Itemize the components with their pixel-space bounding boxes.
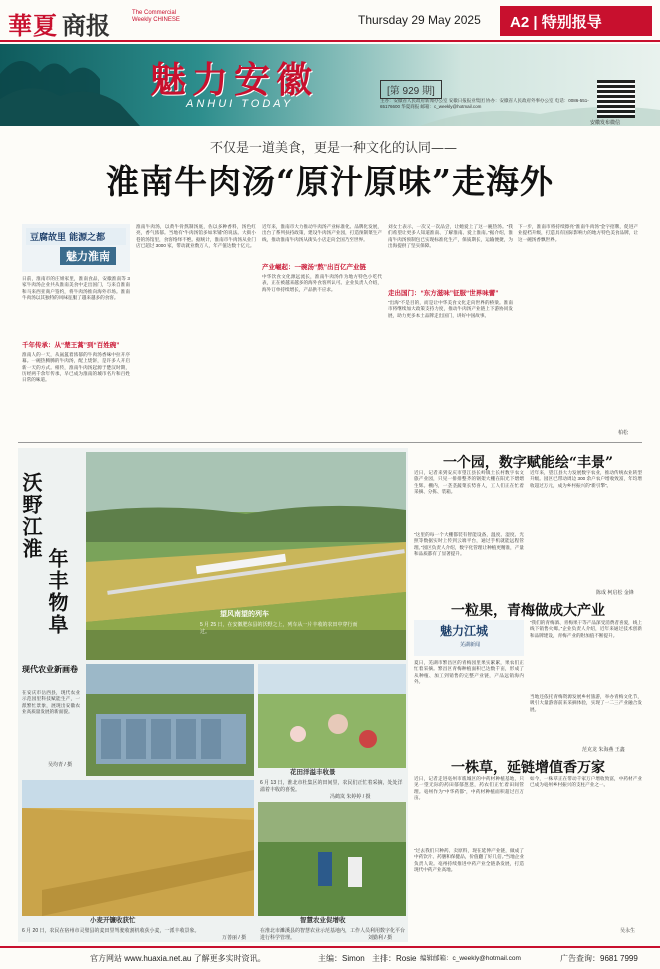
article4-box-sub: 芜湖新闻 bbox=[460, 642, 481, 648]
article5-text1: 近日，记者走进亳州市谯城区的中药材种植基地，只见一望无际的药田郁郁葱葱，药农们正忙着田间管理。亳州作为“中华药都”，中药材种植面积超过百万亩。 bbox=[414, 776, 524, 800]
article3-text1: 近日，记者来到安庆市望江县长岭镇土长村数字农文旅产业园，只见一排排整齐的钢架大棚在阳光下熠熠生辉。棚内，一垄垄蔬菜长势喜人，工人们正在忙着采摘、分拣、装箱。 bbox=[414, 470, 524, 494]
article4-box-title: 魅力江城 bbox=[440, 624, 489, 638]
article5-text2: “过去我们只种药、卖原料，现在延伸产业链，做成了中药饮片、药膳和保健品，价值翻了好几倍。”当地企业负责人说。亳州持续推进中药产业全链条发展，打造现代中药产业高地。 bbox=[414, 848, 524, 872]
train-photo-caption: 5 月 25 日，在安徽肥东县的沃野之上，列车从一片丰收的农田中穿行而过。 bbox=[200, 622, 358, 635]
mountain-landscape-icon bbox=[0, 44, 660, 126]
side-title: 现代农业新画卷 bbox=[22, 665, 78, 674]
article5-byline: 吴永生 bbox=[620, 928, 636, 934]
smart-agri-photo[interactable] bbox=[258, 802, 406, 916]
article4-text3: 当地还依托青梅资源发展乡村旅游，举办青梅文化节，吸引大量游客前来采摘体验，实现了一二三产业融合发展。 bbox=[530, 694, 642, 712]
article1-subhead3: 产业崛起：一碗汤“熬”出百亿产业链 bbox=[262, 264, 366, 271]
newspaper-logo-2: 商报 bbox=[62, 11, 110, 40]
gallery-title-2: 年丰物阜 bbox=[45, 548, 69, 636]
article1-col1b: 淮南人的一天，从氤氲着浓郁的牛肉汤香味中拉开序幕。一碗热腾腾的牛肉汤，配上烧饼，是许多人开启新一天的方式。相传，淮南牛肉汤起源于楚汉时期，历经两千余年传承，早已成为淮南的城市名片和百姓日常的味道。 bbox=[22, 352, 130, 383]
smart-photo-title: 智慧农业促增收 bbox=[300, 917, 346, 924]
flower-photo-title: 花田洋溢丰收景 bbox=[290, 769, 336, 776]
smart-photo-caption: 在淮北市濉溪县的智慧农业示范基地内，工作人员利用数字化平台进行科学管理。 bbox=[260, 928, 406, 941]
article4-text2: “我们的青梅酒、青梅果干等产品深受消费者喜爱，线上线下销售火爆。”企业负责人介绍，近年来通过技术创新和品牌建设，青梅产业的附加值不断提升。 bbox=[530, 620, 642, 638]
article4-byline: 范克龙 朱海燕 王鑫 bbox=[582, 747, 625, 753]
qr-caption: 安徽发布微信 bbox=[590, 120, 621, 126]
wheat-photo[interactable] bbox=[22, 780, 254, 916]
banner bbox=[0, 44, 660, 126]
smart-photo-byline: 刘勤利 / 摄 bbox=[368, 935, 393, 941]
headline-kicker: 不仅是一道美食，更是一种文化的认同—— bbox=[210, 141, 458, 156]
article1-col2: 淮南牛肉汤，以黄牛骨熬制汤底，佐以多种香料，汤色红亮，香气浓郁。当地有“牛肉汤馆多如米铺”的说法。大街小巷的汤馆里，食客络绎不绝。据统计，淮南市牛肉汤从业门店已超过 3000 家，带动就业数万人，年产值达数十亿元。 bbox=[136, 224, 256, 248]
article1-col1: 日前，淮南市的庄姐家里，淮南食品，安徽淮南等 3 家牛肉汤企业共从淮南美食中走出国门，与来自淮南和马来西亚商户签约，将牛肉汤推向海外市场。淮南牛肉汤以其独特的风味征服了越来越多的食客。 bbox=[22, 276, 130, 300]
flower-photo-byline: 冯鹤岚 朱婷婷 / 摄 bbox=[330, 794, 371, 800]
city-box-sub: 魅力淮南 bbox=[60, 247, 116, 265]
wheat-photo-byline: 万善丽 / 摄 bbox=[222, 935, 247, 941]
article1-col5: “出海”不是目的，而是让中华美食文化走向世界的桥梁。淮南市将继续加大政策支持力度，推动牛肉汤产业链上下游协同发展，助力更多本土品牌走出国门，讲好中国故事。 bbox=[388, 300, 513, 318]
article1-subhead1: 千年传承：从“楚王蒿”到“百姓碗” bbox=[22, 342, 120, 349]
article1-col6: 下一步，淮南市将持续擦亮“淮南牛肉汤”金字招牌，促进产业提档升级，打造具有国际影响力的地方特色美食品牌，让这一碗汤香飘世界。 bbox=[518, 224, 638, 242]
banner-title: 魅力安徽 bbox=[150, 59, 319, 101]
wheat-photo-title: 小麦开镰收获忙 bbox=[90, 917, 136, 924]
main-headline: 淮南牛肉汤“原汁原味”走海外 bbox=[106, 162, 554, 201]
greenhouse-image-icon bbox=[86, 664, 254, 776]
side-byline: 吴均青 / 摄 bbox=[48, 762, 73, 768]
article1-col3b: 中华饮食文化源远流长，淮南牛肉汤作为地方特色小吃代表，正在被越来越多的海外食客所认可。企业负责人介绍，海外订单持续增长，产品供不应求。 bbox=[262, 274, 382, 292]
flower-field-image-icon bbox=[258, 664, 406, 768]
footer bbox=[0, 946, 660, 969]
article3-byline: 陈成 柯启松 金锋 bbox=[596, 590, 634, 596]
article4-text1: 夏日，芜湖市繁昌区的青梅园里果实累累，果农们正忙着采摘。繁昌区青梅种植面积已达数千亩，形成了从种植、加工到销售的完整产业链，产品远销海内外。 bbox=[414, 660, 524, 684]
article4-title: 一粒果，青梅做成大产业 bbox=[451, 603, 605, 619]
qr-code-icon[interactable] bbox=[597, 80, 635, 118]
flower-photo-caption: 6 月 13 日，淮北市杜集区的田间里，农民们正忙着采摘，处处洋溢着丰收的喜悦。 bbox=[260, 780, 403, 793]
smart-agriculture-image-icon bbox=[258, 802, 406, 916]
article1-subhead4: 走出国门：“东方滋味”征服“世界味蕾” bbox=[388, 290, 499, 297]
gallery-title-1: 沃野江淮 bbox=[19, 472, 43, 560]
article3-title: 一个园，数字赋能绘“丰景” bbox=[442, 455, 614, 471]
wheat-field-image-icon bbox=[22, 780, 254, 916]
wheat-photo-caption: 6 月 20 日，农民在宿州市灵璧县的麦田里驾驶收割机收获小麦，一派丰收景象。 bbox=[22, 928, 200, 934]
banner-credits: 主办：安徽省人民政府新闻办公室 安徽日报报业集团 协办：安徽省人民政府外事办公室 电话：0086-551-65176600 华夏商报 邮箱：c_weekly@hotmail.com bbox=[380, 98, 589, 109]
article5-text3: 如今，一株草正在带动千家万户增收致富，中药材产业已成为亳州乡村振兴的支柱产业之一。 bbox=[530, 776, 642, 788]
greenhouse-photo[interactable] bbox=[86, 664, 254, 776]
flower-field-photo[interactable] bbox=[258, 664, 406, 768]
footer-layout: 主排：Rosie bbox=[372, 954, 417, 963]
section-label: A2 | 特别报导 bbox=[500, 6, 652, 36]
footer-editor: 主编：Simon bbox=[318, 954, 365, 963]
newspaper-logo-en: The Commercial Weekly CHINESE bbox=[132, 10, 180, 23]
section-divider bbox=[18, 442, 642, 443]
newspaper-logo: 華夏 bbox=[8, 11, 58, 40]
issue-date: Thursday 29 May 2025 bbox=[358, 13, 481, 27]
article5-title: 一株草，延链增值香万家 bbox=[451, 760, 605, 776]
banner-subtitle: ANHUI TODAY bbox=[186, 98, 294, 110]
footer-website[interactable]: 官方网站 www.huaxia.net.au 了解更多实时资讯。 bbox=[90, 954, 266, 963]
footer-phone: 广告查询：9681 7999 bbox=[560, 954, 638, 963]
footer-email[interactable]: 编辑邮箱：c_weekly@hotmail.com bbox=[420, 955, 521, 962]
train-photo-title: 望风南望的列车 bbox=[220, 611, 269, 618]
article1-byline: 柏松 bbox=[618, 430, 629, 436]
article3-text3: 近年来，望江县大力发展数字农业，推动传统农业转型升级。园区已带动周边 300 余户农户增收致富，年均增收超过万元，成为乡村振兴的“新引擎”。 bbox=[530, 470, 642, 488]
issue-number: [第 929 期] bbox=[380, 80, 442, 99]
article3-text2: “这里的每一个大棚都装有智能设备，温度、湿度、光照等数据实时上传到云端平台，通过手机就能远程管理。”园区负责人介绍，数字化管理让种植更精准，产量和品质都有了显著提升。 bbox=[414, 532, 524, 556]
article1-col4: 刘女士表示，一次又一次品尝，让她爱上了这一碗热汤。“我们希望让更多人知道淮南、了解淮南、爱上淮南。”据介绍，淮南牛肉汤预制包已实现标准化生产，保质期长，运输便捷，为出海提供了坚实保障。 bbox=[388, 224, 513, 248]
article1-col3: 近年来，淮南市大力推动牛肉汤产业标准化、品牌化发展，出台了系列扶持政策，建设牛肉汤产业园，打造预制菜生产线，推动淮南牛肉汤从街头小店走向全国乃至世界。 bbox=[262, 224, 382, 242]
side-text: 在安庆市岳西县，现代农业示范园里科技赋能生产，一派繁忙景象，展现出安徽农业高质量发展的新面貌。 bbox=[22, 690, 80, 714]
city-box-title: 豆腐故里 能源之都 bbox=[26, 228, 126, 245]
